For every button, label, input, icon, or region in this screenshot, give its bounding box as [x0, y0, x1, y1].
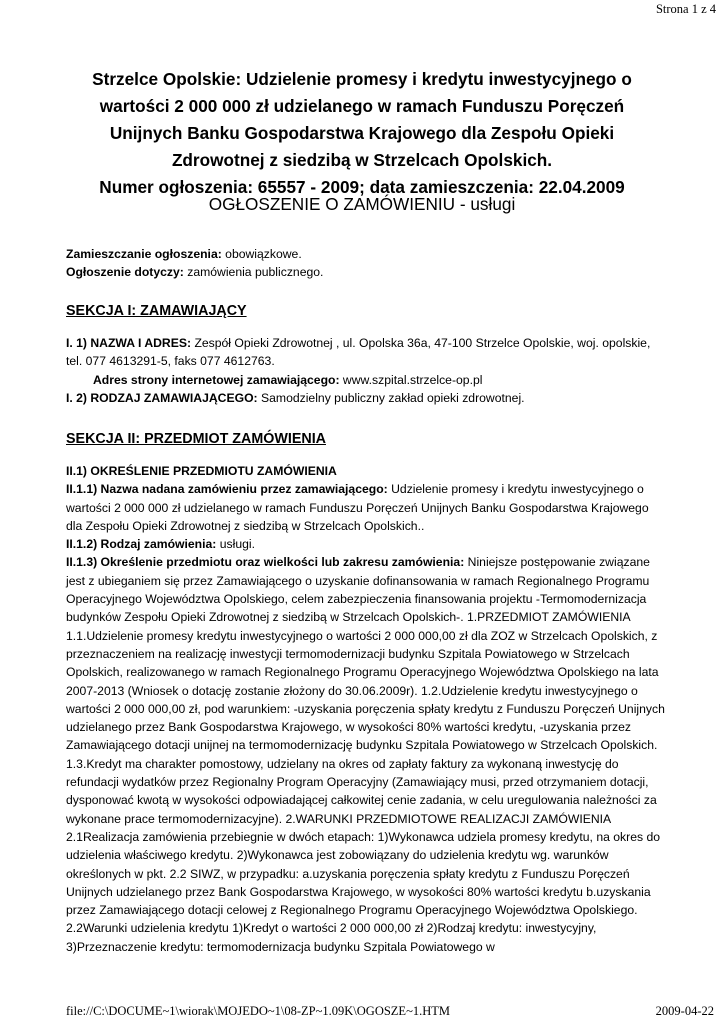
name-address-value: Zespół Opieki Zdrowotnej , ul. Opolska 36a, 47-100 Strzelce Opolskie, woj. opolskie, tel. 077 4613291-5, faks 077 4612763. [66, 336, 651, 369]
website-link[interactable]: www.szpital.strzelce-op.pl [342, 372, 483, 387]
page-footer [66, 1004, 714, 1019]
website-label: Adres strony internetowej zamawiającego: [93, 372, 340, 387]
order-name-value: Udzielenie promesy i kredytu inwestycyjnego o wartości 2 000 000 zł udzielanego w ramach Funduszu Poręczeń Unijnych Banku Gospodarstwa Krajowego dla Zespołu Opieki Zdrowotnej z siedzibą w Strzelcach Opolskich.. [66, 482, 649, 533]
placement-value: obowiązkowe. [225, 247, 302, 261]
section-2-content [66, 462, 666, 956]
order-kind [66, 535, 666, 553]
orderer-type-label: I. 2) RODZAJ ZAMAWIAJĄCEGO: [66, 390, 258, 405]
concerns-label: Ogłoszenie dotyczy: [66, 265, 184, 279]
concerns-row [66, 263, 666, 281]
placement-label: Zamieszczanie ogłoszenia: [66, 247, 222, 261]
meta-info [66, 245, 666, 281]
website-row [66, 371, 666, 389]
orderer-type-value: Samodzielny publiczny zakład opieki zdrowotnej. [261, 390, 525, 405]
order-kind-value: usługi. [219, 537, 255, 552]
order-name-label: II.1.1) Nazwa nadana zamówieniu przez zamawiającego: [66, 482, 388, 497]
subject-heading-text: II.1) OKREŚLENIE PRZEDMIOTU ZAMÓWIENIA [66, 464, 337, 478]
order-description-label: II.1.3) Określenie przedmiotu oraz wielkości lub zakresu zamówienia: [66, 555, 465, 570]
order-kind-label: II.1.2) Rodzaj zamówienia: [66, 537, 217, 552]
file-path: file://C:\DOCUME~1\wiorak\MOJEDO~1\08-ZP~1.09K\OGOSZE~1.HTM [66, 1004, 450, 1018]
name-address [66, 334, 666, 371]
name-address-label: I. 1) NAZWA I ADRES: [66, 336, 192, 350]
title-line: Zdrowotnej z siedzibą w Strzelcach Opolskich. [171, 150, 553, 170]
concerns-value: zamówienia publicznego. [187, 265, 324, 279]
orderer-type [66, 389, 666, 407]
document-title [60, 66, 664, 201]
document-subtitle: OGŁOSZENIE O ZAMÓWIENIU - usługi [208, 194, 516, 214]
section-1-heading: SEKCJA I: ZAMAWIAJĄCY [66, 303, 247, 319]
placement-row [66, 245, 666, 263]
page-number: Strona 1 z 4 [655, 2, 716, 16]
order-description [66, 553, 666, 956]
section-1-content [66, 334, 666, 407]
order-name [66, 480, 666, 535]
title-line: wartości 2 000 000 zł udzielanego w ramach Funduszu Poręczeń [99, 96, 625, 116]
section-2-heading: SEKCJA II: PRZEDMIOT ZAMÓWIENIA [66, 431, 326, 447]
title-line: Unijnych Banku Gospodarstwa Krajowego dla Zespołu Opieki [109, 123, 615, 143]
order-description-value: Niniejsze postępowanie związane jest z ubieganiem się przez Zamawiającego o uzyskanie dofinansowania w ramach Regionalnego Programu Operacyjnego Województwa Opolskiego, celem zabezpieczenia finansowania projektu -Termomodernizacja budynków Zespołu Opieki Zdrowotnej z siedzibą w Strzelcach Opolskich-. 1.PRZEDMIOT ZAMÓWIENIA 1.1.Udzielenie promesy kredytu inwestycyjnego o wartości 2 000 000,00 zł dla ZOZ w Strzelcach Opolskich, z przeznaczeniem na realizację inwestycji termomodernizacji budynku Szpitala Powiatowego w Strzelcach Opolskich, realizowanego w ramach Regionalnego Programu Operacyjnego Województwa Opolskiego na lata 2007-2013 (Wniosek o dotację zostanie złożony do 30.06.2009r). 1.2.Udzielenie kredytu inwestycyjnego o wartości 2 000 000,00 zł, pod warunkiem: -uzyskania poręczenia spłaty kredytu z Funduszu Poręczeń Unijnych udzielanego przez Bank Gospodarstwa Krajowego, w wysokości 80% wartości kredytu, -uzyskania przez Zamawiającego dotacji unijnej na termomodernizację budynku Szpitala Powiatowego w Strzelcach Opolskich. 1.3.Kredyt ma charakter pomostowy, udzielany na okres od zapłaty faktury za wykonaną inwestycję do refundacji wydatków przez Regionalny Program Operacyjny (Zamawiający musi, przed otrzymaniem dotacji, dysponować kwotą w wysokości odpowiadającej całkowitej cenie zadania, w celu uregulowania należności za wykonane prace termomodernizacyjne). 2.WARUNKI PRZEDMIOTOWE REALIZACJI ZAMÓWIENIA 2.1Realizacja zamówienia przebiegnie w dwóch etapach: 1)Wykonawca udziela promesy kredytu, na okres do udzielenia właściwego kredytu. 2)Wykonawca jest zobowiązany do udzielenia kredytu wg. warunków określonych w pkt. 2.2 SIWZ, w przypadku: a.uzyskania poręczenia spłaty kredytu z Funduszu Poręczeń Unijnych udzielanego przez Bank Gospodarstwa Krajowego, w wysokości 80% wartości kredytu b.uzyskania przez Zamawiającego dotacji celowej z Regionalnego Programu Operacyjnego Województwa Opolskiego. 2.2Warunki udzielenia kredytu 1)Kredyt o wartości 2 000 000,00 zł 2)Rodzaj kredytu: inwestycyjny, 3)Przeznaczenie kredytu: termomodernizacja budynku Szpitala Powiatowego w [66, 555, 665, 954]
subject-heading [66, 462, 666, 480]
title-line: Strzelce Opolskie: Udzielenie promesy i kredytu inwestycyjnego o [92, 69, 632, 89]
print-date: 2009-04-22 [655, 1004, 714, 1018]
announcement-number: Numer ogłoszenia: 65557 - 2009; data zamieszczenia: 22.04.2009 [99, 177, 625, 197]
